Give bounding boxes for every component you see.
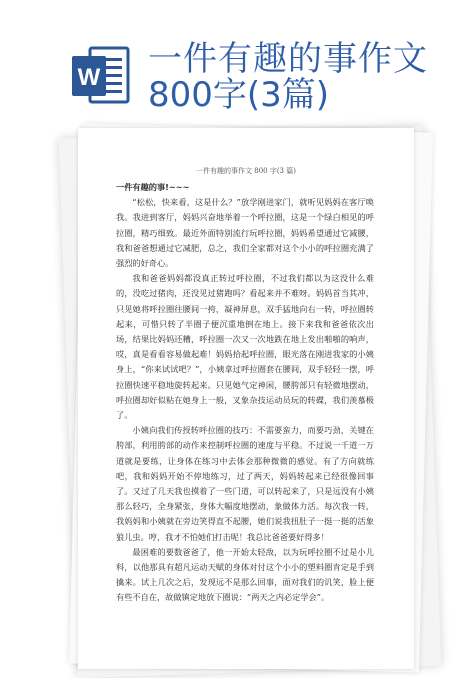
paragraph: 我和爸爸妈妈都没真正转过呼拉圈，不过我们都以为这没什么难的，没吃过猪肉，还没见过猪跑吗？看起来并不难呀。妈妈首当其冲，只见她将呼拉圈往腰间一挎，凝神屏息，双手猛地向右一转，呼拉圈转起来，可惜只转了半圈子便沉重地倒在地上。接下来我和爸爸依次出场，结果比妈妈还糟，呼拉圈一次又一次地跌在地上发出啪啪的响声，哎，真是看看容易做起难！妈妈拾起呼拉圈，眼光落在刚进我家的小姨身上，“你来试试吧？”，小姨拿过呼拉圈套在腰间，双手轻轻一摆，呼拉圈快速平稳地旋转起来。只见她气定神闲，腰胯部只有轻微地摆动，呼拉圈却好似粘在她身上一般，叉象杂技运动员玩的转碟，我们羡慕极了。 <box>116 273 374 421</box>
page-subtitle: 800字(3篇) <box>148 75 330 115</box>
paragraph: 最困难的要数爸爸了，他一开始太轻敌，以为玩呼拉圈不过是小儿科，以他那具有超凡运动天赋的身体对付这个小小的塑料圈肯定是手到擒来。试上几次之后，发现远不是那么回事，面对我们的讥笑，脸上便有些不自在，故做镇定地放下圈说：“两天之内必定学会”。 <box>116 546 374 603</box>
word-document-icon <box>72 44 130 106</box>
page-title: 一件有趣的事作文 <box>148 39 428 79</box>
essay-subtitle: 一件有趣的事!~~~ <box>116 182 190 192</box>
document-page <box>78 128 414 669</box>
document-header: 一件有趣的事作文 800 字(3 篇) <box>196 167 296 175</box>
paragraph: “松松，快来看，这是什么？”放学刚进家门，就听见妈妈在客厅唤我。我进到客厅，妈妈兴奋地举着一个呼拉圈，这是一个绿白相见的呼拉圈，精巧细致。最近外面特别流行玩呼拉圈，妈妈希望通过它减腰，我和爸爸想通过它减肥，总之，我们全家都对这个小小的呼拉圈充满了强烈的好奇心。 <box>116 197 374 269</box>
word-letter: W <box>77 64 101 91</box>
document-body <box>116 180 374 606</box>
banner <box>0 0 474 124</box>
paragraph: 小姨向我们传授转呼拉圈的技巧：不需要蛮力，而要巧劲，关键在胯部，利用胯部的动作来控制呼拉圈的速度与平稳。不过说一千道一万道就是要练，让身体在练习中去体会那种微微的感觉。有了方向就练吧，我和妈妈开始不停地练习，过了两天，妈妈转起来已经很像回事了。又过了几天我也摸着了一些门道，可以转起来了，只是远没有小姨那么轻巧，全身紧张，身体大幅度地摆动，象做体力活。每次我一转，我妈妈和小姨就在旁边笑得直不起腰，她们说我扭肚子一挺一挺的活象狼儿虫。哼，我才不怕她们打击呢！我总比爸爸要好得多！ <box>116 425 374 542</box>
